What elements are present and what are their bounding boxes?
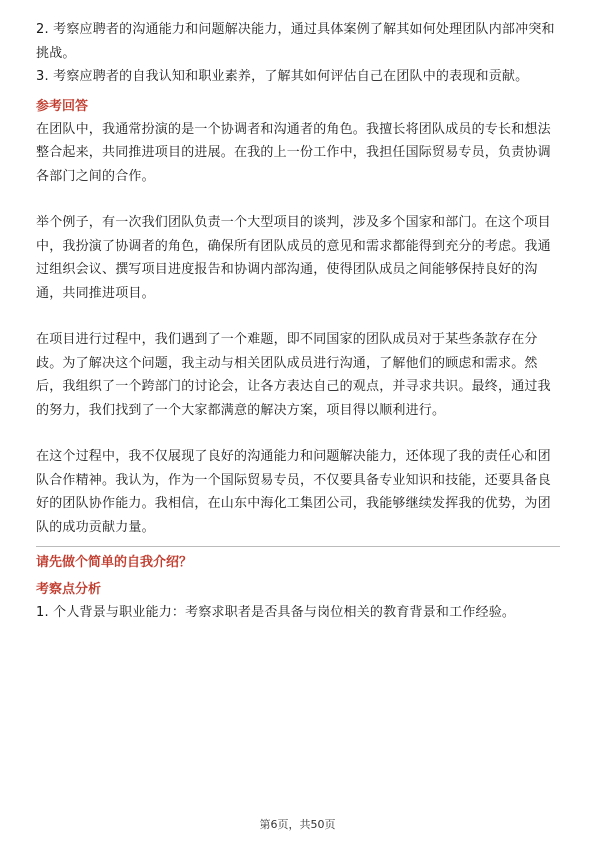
- section-divider: [36, 546, 560, 547]
- analysis-item: 1. 个人背景与职业能力：考察求职者是否具备与岗位相关的教育背景和工作经验。: [36, 605, 516, 620]
- answer-paragraph: 在项目进行过程中，我们遇到了一个难题，即不同国家的团队成员对于某些条款存在分歧。为了解决这个问题，我主动与相关团队成员进行沟通，了解他们的顾虑和需求。然后，我组织了一个跨部门的讨论会，让各方表达自己的观点，并寻求共识。最终，通过我的努力，我们找到了一个大家都满意的解决方案，项目得以顺利进行。: [36, 332, 551, 418]
- analysis-heading: 考察点分析: [36, 582, 102, 597]
- answer-paragraph: 在这个过程中，我不仅展现了良好的沟通能力和问题解决能力，还体现了我的责任心和团队合作精神。我认为，作为一个国际贸易专员，不仅要具备专业知识和技能，还要具备良好的团队协作能力。我相信，在山东中海化工集团公司，我能够继续发挥我的优势，为团队的成功贡献力量。: [36, 449, 551, 535]
- question-heading: 请先做个简单的自我介绍？: [36, 555, 193, 570]
- intro-item: 3. 考察应聘者的自我认知和职业素养，了解其如何评估自己在团队中的表现和贡献。: [36, 69, 529, 84]
- answer-heading: 参考回答: [36, 98, 89, 114]
- document-page: [36, 18, 560, 625]
- intro-item: 2. 考察应聘者的沟通能力和问题解决能力，通过具体案例了解其如何处理团队内部冲突和挑战。: [36, 22, 555, 61]
- answer-paragraph: 举个例子，有一次我们团队负责一个大型项目的谈判，涉及多个国家和部门。在这个项目中，我扮演了协调者的角色，确保所有团队成员的意见和需求都能得到充分的考虑。我通过组织会议、撰写项目进度报告和协调内部沟通，使得团队成员之间能够保持良好的沟通，共同推进项目。: [36, 215, 551, 301]
- answer-paragraph: 在团队中，我通常扮演的是一个协调者和沟通者的角色。我擅长将团队成员的专长和想法整合起来，共同推进项目的进展。在我的上一份工作中，我担任国际贸易专员，负责协调各部门之间的合作。: [36, 121, 551, 184]
- page-number: 第6页，共50页: [259, 818, 336, 831]
